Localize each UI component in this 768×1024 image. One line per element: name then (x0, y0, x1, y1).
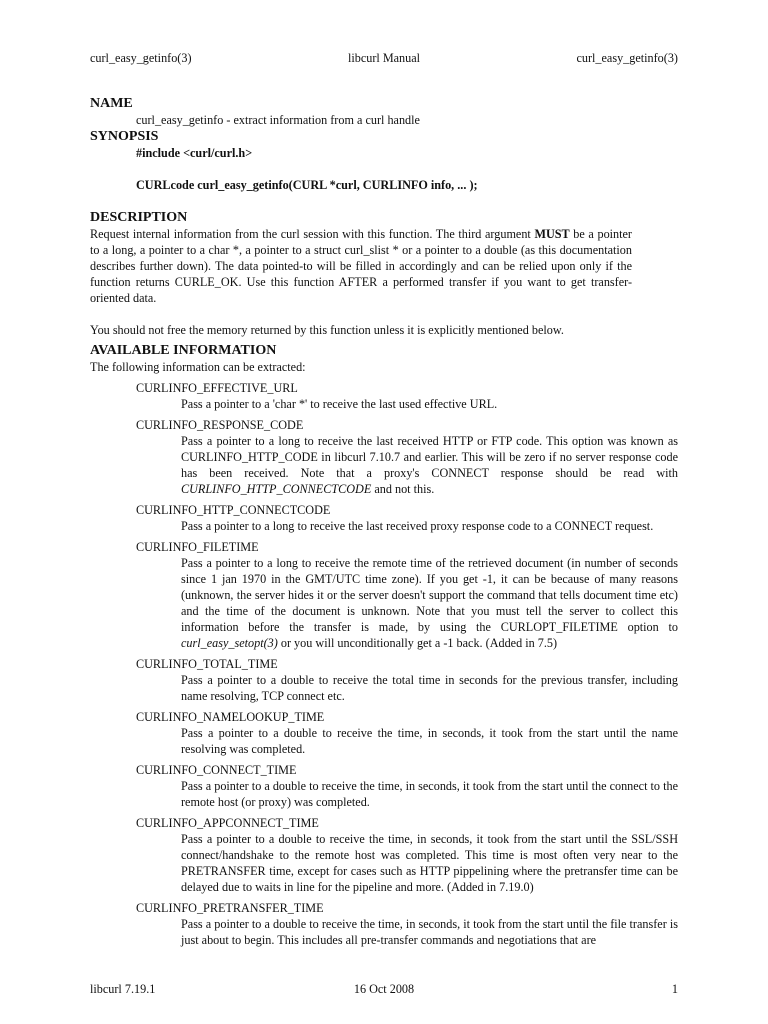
def-appconnect-time: Pass a pointer to a double to receive the time, in seconds, it took from the start until the SSL/SSH connect/handshake to the remote host was completed. This time is most often very near to the PRETRANSFER time, except for cases such as HTTP pippelining where the pretransfer time can be delayed due to waits in line for the pipeline and more. (Added in 7.19.0) (181, 832, 678, 894)
synopsis-include: #include <curl/curl.h> (136, 146, 253, 160)
header-left: curl_easy_getinfo(3) (90, 51, 192, 65)
def-response-code-italic: CURLINFO_HTTP_CONNECTCODE (181, 482, 372, 496)
description-paragraph-2: You should not free the memory returned by this function unless it is explicitly mentioned below. (90, 323, 564, 337)
def-filetime-italic: curl_easy_setopt(3) (181, 636, 278, 650)
footer-page-number: 1 (671, 982, 678, 996)
def-filetime-a: Pass a pointer to a long to receive the remote time of the retrieved document (in number of seconds since 1 jan 1970 in the GMT/UTC time zone). If you get -1, it can be because of many reasons (unknown, the server hides it or the server doesn't support the command that tells document time etc) and the time of the document is unknown. Note that you must tell the server to collect this information before the transfer is made, by using the CURLOPT_FILETIME option to (181, 556, 678, 634)
def-response-code-b: and not this. (371, 482, 435, 496)
name-text: curl_easy_getinfo - extract information from a curl handle (136, 113, 420, 127)
term-filetime: CURLINFO_FILETIME (136, 540, 259, 554)
term-pretransfer-time: CURLINFO_PRETRANSFER_TIME (136, 901, 324, 915)
term-http-connectcode: CURLINFO_HTTP_CONNECTCODE (136, 503, 331, 517)
def-pretransfer-time: Pass a pointer to a double to receive the time, in seconds, it took from the start until the file transfer is just about to begin. This includes all pre-transfer commands and negotiations that are (181, 917, 678, 947)
def-filetime (181, 555, 678, 651)
def-http-connectcode: Pass a pointer to a long to receive the last received proxy response code to a CONNECT request. (181, 519, 654, 533)
def-filetime-b: or you will unconditionally get a -1 back. (Added in 7.5) (277, 636, 558, 650)
page-footer (90, 981, 678, 997)
def-response-code (181, 433, 678, 497)
section-heading-description: DESCRIPTION (90, 210, 188, 225)
header-right: curl_easy_getinfo(3) (576, 51, 678, 65)
term-response-code: CURLINFO_RESPONSE_CODE (136, 418, 304, 432)
page-header (90, 50, 678, 66)
term-connect-time: CURLINFO_CONNECT_TIME (136, 763, 297, 777)
def-response-code-a: Pass a pointer to a long to receive the last received HTTP or FTP code. This option was known as CURLINFO_HTTP_CODE in libcurl 7.10.7 and earlier. This will be zero if no server response code has been received. Note that a proxy's CONNECT response should be read with (181, 434, 678, 480)
def-total-time: Pass a pointer to a double to receive the total time in seconds for the previous transfer, including name resolving, TCP connect etc. (181, 673, 678, 703)
description-paragraph-1 (90, 226, 632, 306)
term-appconnect-time: CURLINFO_APPCONNECT_TIME (136, 816, 319, 830)
def-connect-time: Pass a pointer to a double to receive the time, in seconds, it took from the start until the connect to the remote host (or proxy) was completed. (181, 779, 678, 809)
description-text-b: be a pointer to a long, a pointer to a char *, a pointer to a struct curl_slist * or a pointer to a double (as this documentation describes further down). The data pointed-to will be filled in accordingly and can be relied upon only if the function returns CURLE_OK. Use this function AFTER a performed transfer if you want to get transfer- oriented data. (90, 227, 632, 305)
header-center: libcurl Manual (347, 51, 421, 65)
term-namelookup-time: CURLINFO_NAMELOOKUP_TIME (136, 710, 325, 724)
page-body (90, 95, 678, 948)
section-heading-available: AVAILABLE INFORMATION (90, 343, 277, 358)
section-heading-name: NAME (90, 96, 133, 111)
footer-version: libcurl 7.19.1 (90, 982, 156, 996)
synopsis-prototype: CURLcode curl_easy_getinfo(CURL *curl, CURLINFO info, ... ); (136, 178, 478, 192)
section-heading-synopsis: SYNOPSIS (90, 129, 159, 144)
term-effective-url: CURLINFO_EFFECTIVE_URL (136, 381, 298, 395)
description-text-a: Request internal information from the curl session with this function. The third argument (90, 227, 535, 241)
def-effective-url: Pass a pointer to a 'char *' to receive the last used effective URL. (181, 397, 498, 411)
description-must: MUST (534, 227, 570, 241)
term-total-time: CURLINFO_TOTAL_TIME (136, 657, 278, 671)
available-intro: The following information can be extracted: (90, 360, 306, 374)
footer-date: 16 Oct 2008 (353, 982, 415, 996)
def-namelookup-time: Pass a pointer to a double to receive the time, in seconds, it took from the start until the name resolving was completed. (181, 726, 678, 756)
